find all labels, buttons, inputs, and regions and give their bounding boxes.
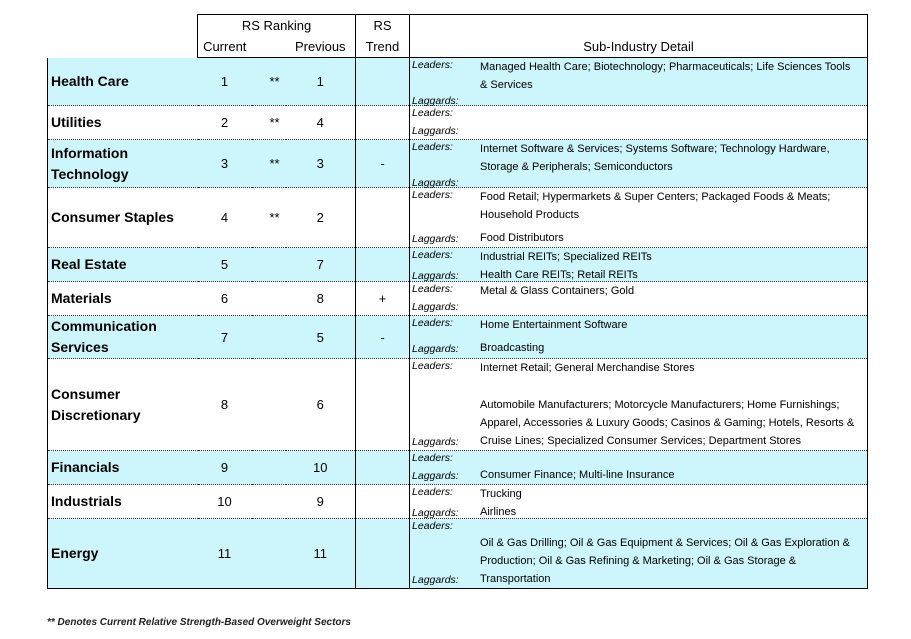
sector-row xyxy=(48,485,868,519)
detail-header: Sub-Industry Detail xyxy=(410,36,868,58)
header-row-1 xyxy=(48,15,868,37)
previous-rank: 1 xyxy=(286,58,356,106)
rs-ranking-header: RS Ranking xyxy=(198,15,356,37)
sub-industry-detail xyxy=(410,248,868,282)
current-rank: 2 xyxy=(198,106,252,140)
leaders-text: Internet Software & Services; Systems Software; Technology Hardware, Storage & Peripherals; Semiconductors xyxy=(480,143,830,173)
overweight-marker xyxy=(252,282,286,316)
sector-name: Consumer Discretionary xyxy=(48,359,198,451)
previous-rank: 8 xyxy=(286,282,356,316)
laggards-label: Laggards: xyxy=(412,125,459,137)
sector-row xyxy=(48,58,868,106)
previous-header: Previous xyxy=(286,36,356,58)
sector-name: Energy xyxy=(48,519,198,589)
sector-row xyxy=(48,519,868,589)
overweight-marker xyxy=(252,316,286,359)
laggards-text: Oil & Gas Drilling; Oil & Gas Equipment & Services; Oil & Gas Exploration & Production; Oil & Gas Refining & Marketing; Oil & Gas Storage & Transportation xyxy=(480,537,850,585)
sector-name: Information Technology xyxy=(48,140,198,188)
sector-row xyxy=(48,188,868,248)
leaders-text: Food Retail; Hypermarkets & Super Centers; Packaged Foods & Meats; Household Products xyxy=(480,191,831,221)
trend-header: Trend xyxy=(356,36,410,58)
rs-trend xyxy=(356,485,410,519)
laggards-label: Laggards: xyxy=(412,177,459,189)
laggards-label: Laggards: xyxy=(412,233,459,245)
current-rank: 3 xyxy=(198,140,252,188)
previous-rank: 3 xyxy=(286,140,356,188)
previous-rank: 6 xyxy=(286,359,356,451)
laggards-text: Broadcasting xyxy=(480,342,545,354)
overweight-marker xyxy=(252,519,286,589)
rs-trend xyxy=(356,106,410,140)
sector-name: Communication Services xyxy=(48,316,198,359)
leaders-text: Industrial REITs; Specialized REITs xyxy=(480,251,652,263)
overweight-marker: ** xyxy=(252,58,286,106)
sector-name: Health Care xyxy=(48,58,198,106)
current-rank: 9 xyxy=(198,451,252,485)
laggards-text: Consumer Finance; Multi-line Insurance xyxy=(480,469,675,481)
rs-trend xyxy=(356,248,410,282)
rs-trend xyxy=(356,58,410,106)
leaders-text: Home Entertainment Software xyxy=(480,319,628,331)
sector-row xyxy=(48,248,868,282)
leaders-text xyxy=(480,451,867,466)
sector-name: Utilities xyxy=(48,106,198,140)
header-row-2 xyxy=(48,36,868,58)
current-rank: 8 xyxy=(198,359,252,451)
sub-industry-detail xyxy=(410,485,868,519)
sector-ranking-table-wrap xyxy=(47,14,867,589)
current-rank: 1 xyxy=(198,58,252,106)
sector-ranking-table xyxy=(47,14,868,589)
leaders-label: Leaders: xyxy=(412,189,453,201)
sector-row xyxy=(48,316,868,359)
leaders-text: Metal & Glass Containers; Gold xyxy=(480,285,635,297)
leaders-label: Leaders: xyxy=(412,107,453,119)
current-rank: 7 xyxy=(198,316,252,359)
leaders-text xyxy=(480,519,867,534)
sub-industry-detail xyxy=(410,519,868,589)
sector-name: Consumer Staples xyxy=(48,188,198,248)
laggards-text: Automobile Manufacturers; Motorcycle Manufacturers; Home Furnishings; Apparel, Accessories & Luxury Goods; Casinos & Gaming; Hotels, Resorts & Cruise Lines; Specialized Consumer Services; Department Stores xyxy=(480,399,855,447)
laggards-label: Laggards: xyxy=(412,95,459,107)
overweight-marker xyxy=(252,485,286,519)
current-rank: 5 xyxy=(198,248,252,282)
leaders-label: Leaders: xyxy=(412,141,453,153)
leaders-label: Leaders: xyxy=(412,283,453,295)
laggards-label: Laggards: xyxy=(412,436,459,448)
rs-trend xyxy=(356,519,410,589)
laggards-label: Laggards: xyxy=(412,301,459,313)
rs-trend: - xyxy=(356,316,410,359)
sector-row xyxy=(48,451,868,485)
leaders-label: Leaders: xyxy=(412,59,453,71)
rs-trend xyxy=(356,188,410,248)
rs-trend xyxy=(356,451,410,485)
previous-rank: 9 xyxy=(286,485,356,519)
overweight-marker: ** xyxy=(252,188,286,248)
sub-industry-detail xyxy=(410,188,868,248)
laggards-label: Laggards: xyxy=(412,574,459,586)
sector-name: Financials xyxy=(48,451,198,485)
leaders-text xyxy=(480,106,867,124)
previous-rank: 5 xyxy=(286,316,356,359)
sub-industry-detail xyxy=(410,106,868,140)
laggards-label: Laggards: xyxy=(412,507,459,519)
leaders-label: Leaders: xyxy=(412,360,453,372)
current-rank: 10 xyxy=(198,485,252,519)
rs-header: RS xyxy=(356,15,410,37)
previous-rank: 4 xyxy=(286,106,356,140)
sector-name: Real Estate xyxy=(48,248,198,282)
overweight-marker: ** xyxy=(252,106,286,140)
leaders-label: Leaders: xyxy=(412,486,453,498)
sub-industry-detail xyxy=(410,140,868,188)
overweight-marker: ** xyxy=(252,140,286,188)
rs-trend xyxy=(356,359,410,451)
previous-rank: 7 xyxy=(286,248,356,282)
sub-industry-detail xyxy=(410,359,868,451)
sector-row xyxy=(48,140,868,188)
rs-trend: + xyxy=(356,282,410,316)
sector-name: Materials xyxy=(48,282,198,316)
leaders-label: Leaders: xyxy=(412,249,453,261)
current-rank: 4 xyxy=(198,188,252,248)
sector-row xyxy=(48,359,868,451)
leaders-label: Leaders: xyxy=(412,452,453,464)
sector-row xyxy=(48,282,868,316)
sub-industry-detail xyxy=(410,58,868,106)
previous-rank: 2 xyxy=(286,188,356,248)
leaders-label: Leaders: xyxy=(412,520,453,532)
leaders-text: Managed Health Care; Biotechnology; Pharmaceuticals; Life Sciences Tools & Services xyxy=(480,61,851,91)
laggards-text: Health Care REITs; Retail REITs xyxy=(480,269,638,281)
laggards-label: Laggards: xyxy=(412,343,459,355)
sector-name: Industrials xyxy=(48,485,198,519)
overweight-marker xyxy=(252,359,286,451)
overweight-marker xyxy=(252,248,286,282)
laggards-text: Airlines xyxy=(480,506,517,518)
previous-rank: 11 xyxy=(286,519,356,589)
current-header: Current xyxy=(198,36,252,58)
leaders-label: Leaders: xyxy=(412,317,453,329)
sub-industry-detail xyxy=(410,316,868,359)
current-rank: 6 xyxy=(198,282,252,316)
laggards-text: Food Distributors xyxy=(480,232,564,244)
rs-trend: - xyxy=(356,140,410,188)
current-rank: 11 xyxy=(198,519,252,589)
overweight-marker xyxy=(252,451,286,485)
sub-industry-detail xyxy=(410,451,868,485)
sector-row xyxy=(48,106,868,140)
laggards-label: Laggards: xyxy=(412,470,459,482)
sub-industry-detail xyxy=(410,282,868,316)
footnote: ** Denotes Current Relative Strength-Based Overweight Sectors xyxy=(47,617,351,628)
leaders-text: Internet Retail; General Merchandise Stores xyxy=(480,362,695,374)
leaders-text: Trucking xyxy=(480,488,522,500)
laggards-label: Laggards: xyxy=(412,270,459,282)
previous-rank: 10 xyxy=(286,451,356,485)
